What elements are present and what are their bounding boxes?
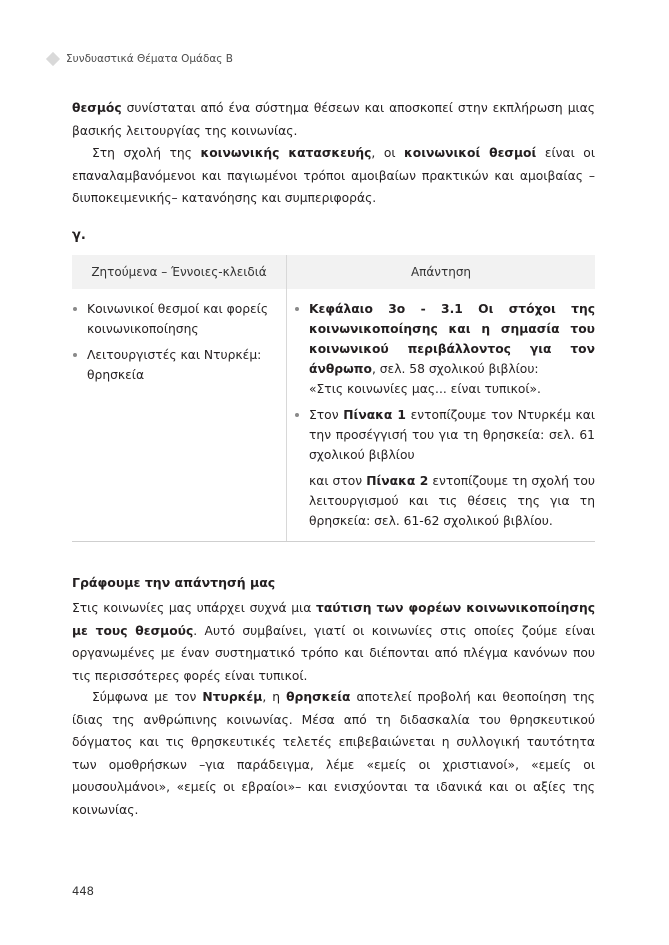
continuation-text: και στον Πίνακα 2 εντοπίζουμε τη σχολή του λειτουργισμού και τις θέσεις της για τη θρησκεία: σελ. 61-62 σχολικού βιβλίου. <box>309 474 596 528</box>
list-item: Στον Πίνακα 1 εντοπίζουμε τον Ντυρκέμ και την προσέγγισή του για τη θρησκεία: σελ. 61 σχολικού βιβλίου <box>294 405 595 465</box>
intro-paragraph-2: Στη σχολή της κοινωνικής κατασκευής, οι κοινωνικοί θεσμοί είναι οι επαναλαμβανόμενοι και παγιωμένοι τρόποι αμοιβαίων πρακτικών και αμοιβαίας –διυποκειμενικής– κατανόησης και συμπεριφοράς. <box>72 146 595 205</box>
quote-text: «Στις κοινωνίες μας... είναι τυπικοί». <box>309 382 541 396</box>
answer-heading: Γράφουμε την απάντησή μας <box>72 575 276 590</box>
list-item: Λειτουργιστές και Ντυρκέμ: θρησκεία <box>72 345 272 385</box>
table-answer-cell <box>294 299 595 531</box>
table-column-divider <box>286 289 287 541</box>
table-bottom-rule <box>72 541 595 542</box>
table-header-answer: Απάντηση <box>410 265 472 279</box>
list-item: Κοινωνικοί θεσμοί και φορείς κοινωνικοποίησης <box>72 299 272 339</box>
running-header <box>48 53 233 65</box>
table-keywords-cell <box>72 299 272 385</box>
answer-paragraph-2: Σύμφωνα με τον Ντυρκέμ, η θρησκεία αποτελεί προβολή και θεοποίηση της ίδιας της ανθρώπινης κοινωνίας. Μέσα από τη διδασκαλία του θρησκευτικού δόγματος και τις θρησκευτικές τελετές επιβεβαιώνεται η συλλογική ταυτότητα των ομοθρήσκων –για παράδειγμα, λέμε «εμείς οι χριστιανοί», «εμείς οι μουσουλμάνοι», «εμείς οι εβραίοι»– και ενισχύονται τα ιδανικά και οι αξίες της κοινωνίας. <box>72 690 595 817</box>
page-number: 448 <box>72 884 94 898</box>
diamond-icon <box>46 52 60 66</box>
header-title: Συνδυαστικά Θέματα Ομάδας Β <box>66 53 234 65</box>
answer-paragraph-1: Στις κοινωνίες μας υπάρχει συχνά μια ταύτιση των φορέων κοινωνικοποίησης με τους θεσμούς. Αυτό συμβαίνει, γιατί οι κοινωνίες στις οποίες ζούμε είναι οργανωμένες με έναν συστηματικό τρόπο και διέπονται από πλέγμα κανόνων που τις περισσότερες φορές είναι τυπικοί. <box>72 601 596 683</box>
list-item: Κεφάλαιο 3ο - 3.1 Οι στόχοι της κοινωνικοποίησης και η σημασία του κοινωνικού περιβάλλοντος για τον άνθρωπο, σελ. 58 σχολικού βιβλίου: <box>294 299 595 379</box>
table-header-row <box>72 255 595 289</box>
intro-term-bold: θεσμός <box>72 101 122 115</box>
section-label: γ. <box>72 228 86 243</box>
intro-paragraph-1: θεσμός συνίσταται από ένα σύστημα θέσεων και αποσκοπεί στην εκπλήρωση μιας βασικής λειτουργίας της κοινωνίας. <box>72 101 595 138</box>
table-header-keywords: Ζητούμενα – Έννοιες-κλειδιά <box>72 255 287 289</box>
